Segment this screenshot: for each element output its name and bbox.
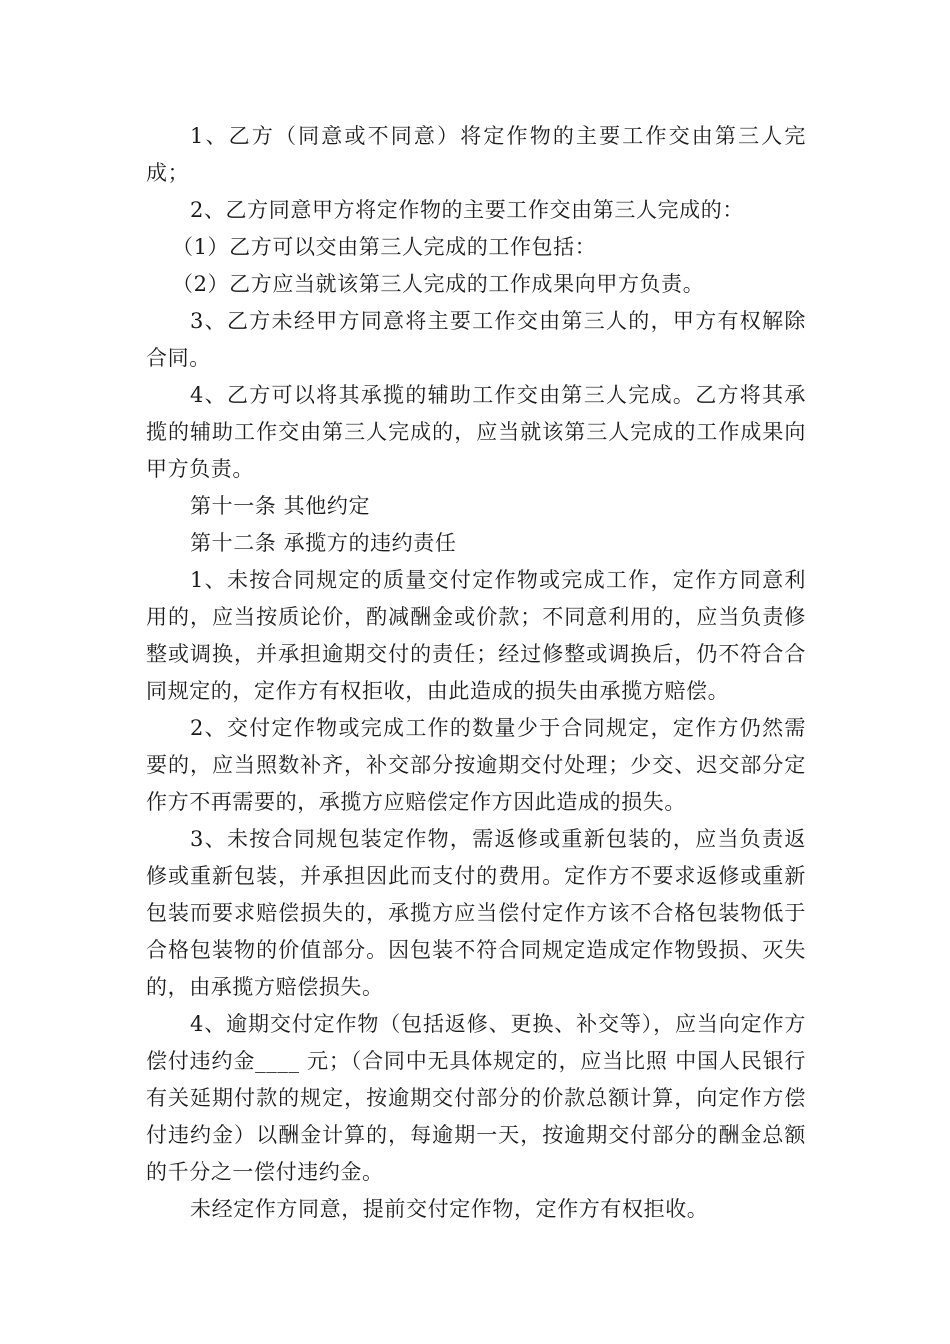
section-heading-11: 第十一条 其他约定: [190, 494, 371, 518]
paragraph-10: 2、交付定作物或完成工作的数量少于合同规定，定作方仍然需要的，应当照数补齐，补交部分按逾期交付处理；少交、迟交部分定作方不再需要的，承揽方应赔偿定作方因此造成的损失。: [146, 716, 806, 814]
paragraph-13: 未经定作方同意，提前交付定作物，定作方有权拒收。: [190, 1197, 709, 1221]
paragraph-9: 1、未按合同规定的质量交付定作物或完成工作，定作方同意利用的，应当按质论价，酌减酬金或价款；不同意利用的，应当负责修整或调换，并承担逾期交付的责任；经过修整或调换后，仍不符合合同规定的，定作方有权拒收，由此造成的损失由承揽方赔偿。: [146, 568, 806, 703]
document-body: [146, 118, 806, 1228]
paragraph-2: 2、乙方同意甲方将定作物的主要工作交由第三人完成的：: [190, 198, 744, 222]
paragraph-6: 4、乙方可以将其承揽的辅助工作交由第三人完成。乙方将其承揽的辅助工作交由第三人完成的，应当就该第三人完成的工作成果向甲方负责。: [146, 383, 806, 481]
paragraph-11: 3、未按合同规包装定作物，需返修或重新包装的，应当负责返修或重新包装，并承担因此而支付的费用。定作方不要求返修或重新包装而要求赔偿损失的，承揽方应当偿付定作方该不合格包装物低于合格包装物的价值部分。因包装不符合同规定造成定作物毁损、灭失的，由承揽方赔偿损失。: [146, 827, 806, 999]
paragraph-1: 1、乙方（同意或不同意）将定作物的主要工作交由第三人完成；: [146, 124, 806, 185]
paragraph-4: （2）乙方应当就该第三人完成的工作成果向甲方负责。: [172, 272, 705, 296]
paragraph-3: （1）乙方可以交由第三人完成的工作包括：: [172, 235, 597, 259]
paragraph-12: 4、逾期交付定作物（包括返修、更换、补交等），应当向定作方偿付违约金____ 元；（合同中无具体规定的，应当比照 中国人民银行有关延期付款的规定，按逾期交付部分的价款总额计算，向定作方偿付违约金）以酬金计算的，每逾期一天，按逾期交付部分的酬金总额的千分之一偿付违约金。: [146, 1012, 806, 1184]
section-heading-12: 第十二条 承揽方的违约责任: [190, 531, 457, 555]
paragraph-5: 3、乙方未经甲方同意将主要工作交由第三人的，甲方有权解除合同。: [146, 309, 806, 370]
